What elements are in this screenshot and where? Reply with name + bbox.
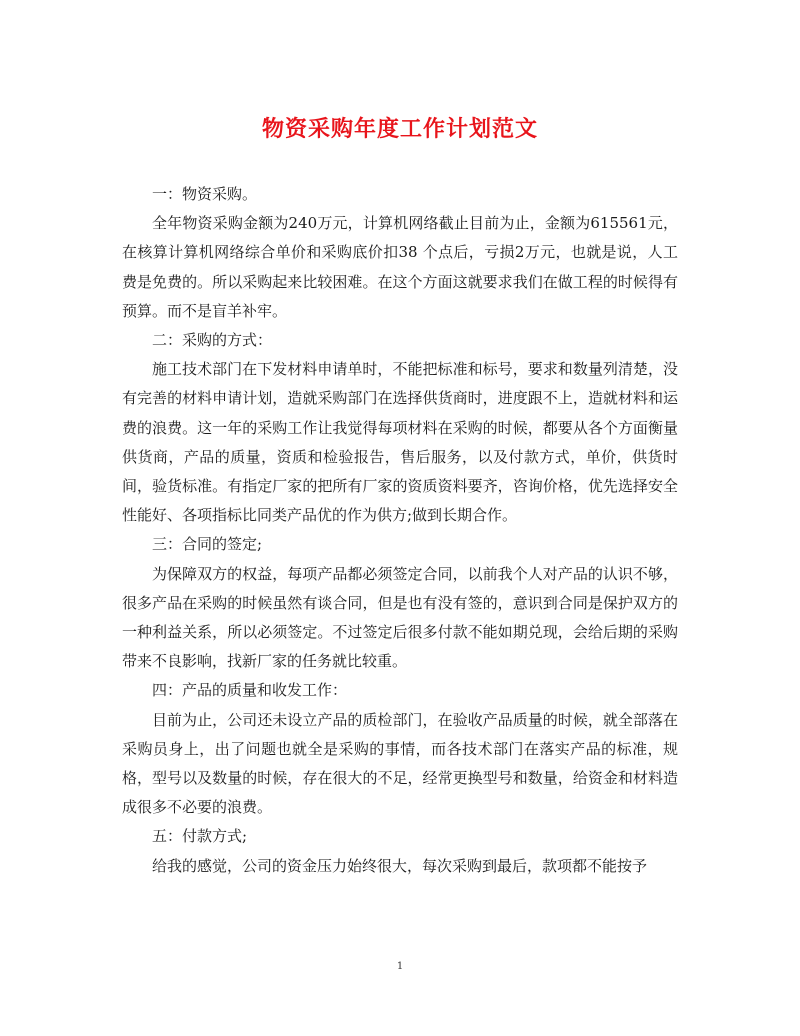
paragraph-1: 全年物资采购金额为240万元，计算机网络截止目前为止，金额为615561元，在核算计算机网络综合单价和采购底价扣38 个点后，亏损2万元，也就是说，人工费是免费的。所以采购起来比较困难。在这个方面这就要求我们在做工程的时候得有预算。而不是盲羊补牢。 — [122, 214, 678, 320]
paragraph-2: 施工技术部门在下发材料申请单时，不能把标准和标号，要求和数量列清楚，没有完善的材料申请计划，造就采购部门在选择供货商时，进度跟不上，造就材料和运费的浪费。这一年的采购工作让我觉得每项材料在采购的时候，都要从各个方面衡量供货商，产品的质量，资质和检验报告，售后服务，以及付款方式，单价，供货时间，验货标准。有指定厂家的把所有厂家的资质资料要齐，咨询价格，优先选择安全性能好、各项指标比同类产品优的作为供方;做到长期合作。 — [122, 360, 678, 525]
section-heading-3: 三：合同的签定; — [152, 535, 263, 554]
page-number: 1 — [396, 961, 404, 972]
section-heading-4: 四：产品的质量和收发工作： — [152, 681, 348, 700]
paragraph-3: 为保障双方的权益，每项产品都必须签定合同，以前我个人对产品的认识不够，很多产品在采购的时候虽然有谈合同，但是也有没有签的，意识到合同是保护双方的一种利益关系，所以必须签定。不过签定后很多付款不能如期兑现，会给后期的采购带来不良影响，找新厂家的任务就比较重。 — [122, 564, 678, 671]
paragraph-4: 目前为止，公司还未设立产品的质检部门，在验收产品质量的时候，就全部落在采购员身上，出了问题也就全是采购的事情，而各技术部门在落实产品的标准，规格，型号以及数量的时候，存在很大的不足，经常更换型号和数量，给资金和材料造成很多不必要的浪费。 — [122, 710, 678, 817]
document-body — [122, 180, 678, 881]
section-heading-5: 五：付款方式; — [152, 827, 248, 846]
paragraph-5: 给我的感觉，公司的资金压力始终很大，每次采购到最后，款项都不能按予 — [152, 856, 648, 875]
document-title: 物资采购年度工作计划范文 — [261, 116, 538, 142]
section-heading-1: 一：物资采购。 — [152, 185, 258, 203]
section-heading-2: 二：采购的方式： — [152, 331, 273, 350]
